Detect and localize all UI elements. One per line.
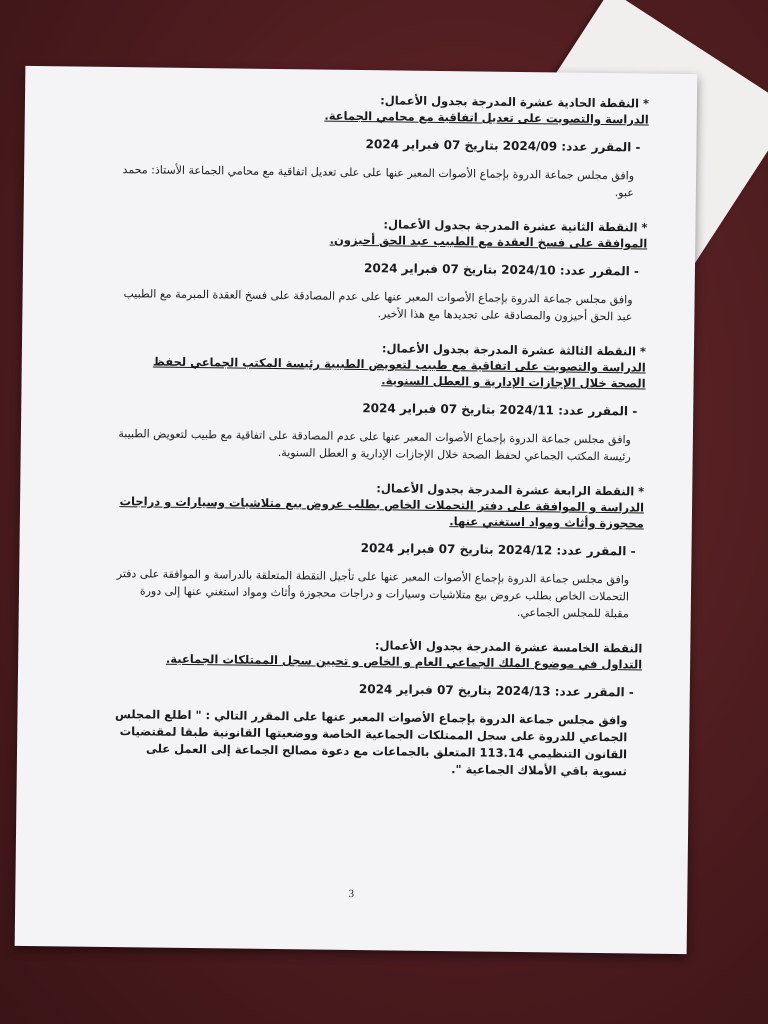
decision-text: وافق مجلس جماعة الدروة بإجماع الأصوات المعبر عنها على تأجيل النقطة المتعلقة بالدراسة و الموافقة على دفتر التحملات الخاص بطلب عروض بيع متلاشيات وسيارات و دراجات محجوزة وأثاث ومواد استغني عنها إلى دورة مقبلة للمجلس الجماعي. [116,567,630,621]
agenda-item-11 [119,89,649,201]
item-subject: التداول في موضوع الملك الجماعي العام و الخاص و تحيين سجل الممتلكات الجماعية. [165,651,643,672]
decision-number: - المقرر عدد: 2024/13 بتاريخ 07 فبراير 2024 [358,682,634,700]
item-heading: * النقطة الثالثة عشرة المدرجة بجدول الأعمال: [381,341,647,359]
item-heading: النقطة الخامسة عشرة المدرجة بجدول الأعمال: [374,638,643,656]
item-heading: * النقطة الرابعة عشرة المدرجة بجدول الأعمال: [376,481,645,499]
item-subject: الموافقة على فسخ العقدة مع الطبيب عبد الحق أحيزون. [329,232,648,251]
agenda-item-12 [117,213,647,325]
page-number: 3 [348,887,355,901]
document-page [15,66,698,954]
agenda-item-13 [116,337,646,465]
decision-number: - المقرر عدد: 2024/10 بتاريخ 07 فبراير 2024 [363,261,640,279]
agenda-item-14 [114,477,645,622]
decision-number: - المقرر عدد: 2024/09 بتاريخ 07 فبراير 2024 [365,137,641,155]
page-content [112,89,650,798]
item-heading: * النقطة الحادية عشرة المدرجة بجدول الأعمال: [380,93,650,111]
decision-number: - المقرر عدد: 2024/11 بتاريخ 07 فبراير 2024 [362,401,638,419]
item-subject: الدراسة و الموافقة على دفتر التحملات الخاص بطلب عروض بيع متلاشيات وسيارات و دراجات محجوزة وأثاث ومواد استغني عنها. [119,494,645,531]
item-subject: الدراسة والتصويت على اتفاقية مع طبيب لتعويض الطبيبة رئيسة المكتب الجماعي لحفظ الصحة خلال الإجازات الإدارية و العطل السنوية. [152,354,646,391]
item-heading: * النقطة الثانية عشرة المدرجة بجدول الأعمال: [383,217,648,235]
decision-text: وافق مجلس جماعة الدروة بإجماع الأصوات المعبر عنها على المقرر التالي : " اطلع المجلس الجماعي للدروة على سجل الممتلكات الجماعية الخاصة ووضعيتها القانونية طبقا لمقتضيات القانون التنظيمي 113.14 المتعلق بالجماعات مع دعوة مصالح الجماعة إلى العمل على تسوية باقي الأملاك الجماعية ". [114,707,628,779]
decision-number: - المقرر عدد: 2024/12 بتاريخ 07 فبراير 2024 [360,541,636,559]
decision-text: وافق مجلس جماعة الدروة بإجماع الأصوات المعبر عنها على على تعديل اتفاقية مع محامي الجماعة الأستاذ: محمد عبو. [122,163,635,200]
decision-text: وافق مجلس جماعة الدروة بإجماع الأصوات المعبر عنها على عدم المصادقة على اتفاقية مع طبيب لتعويض الطبيبة رئيسة المكتب الجماعي لحفظ الصحة خلال الإجازات الإدارية و العطل السنوية. [118,427,631,464]
agenda-item-15 [112,634,643,780]
item-subject: الدراسة والتصويت على تعديل اتفاقية مع محامي الجماعة. [324,108,649,127]
decision-text: وافق مجلس جماعة الدروة بإجماع الأصوات المعبر عنها على عدم المصادقة على فسخ العقدة المبرمة مع الطبيب عبد الحق أحيزون والمصادقة على تجديدها مع هذا الأخير. [123,287,633,324]
